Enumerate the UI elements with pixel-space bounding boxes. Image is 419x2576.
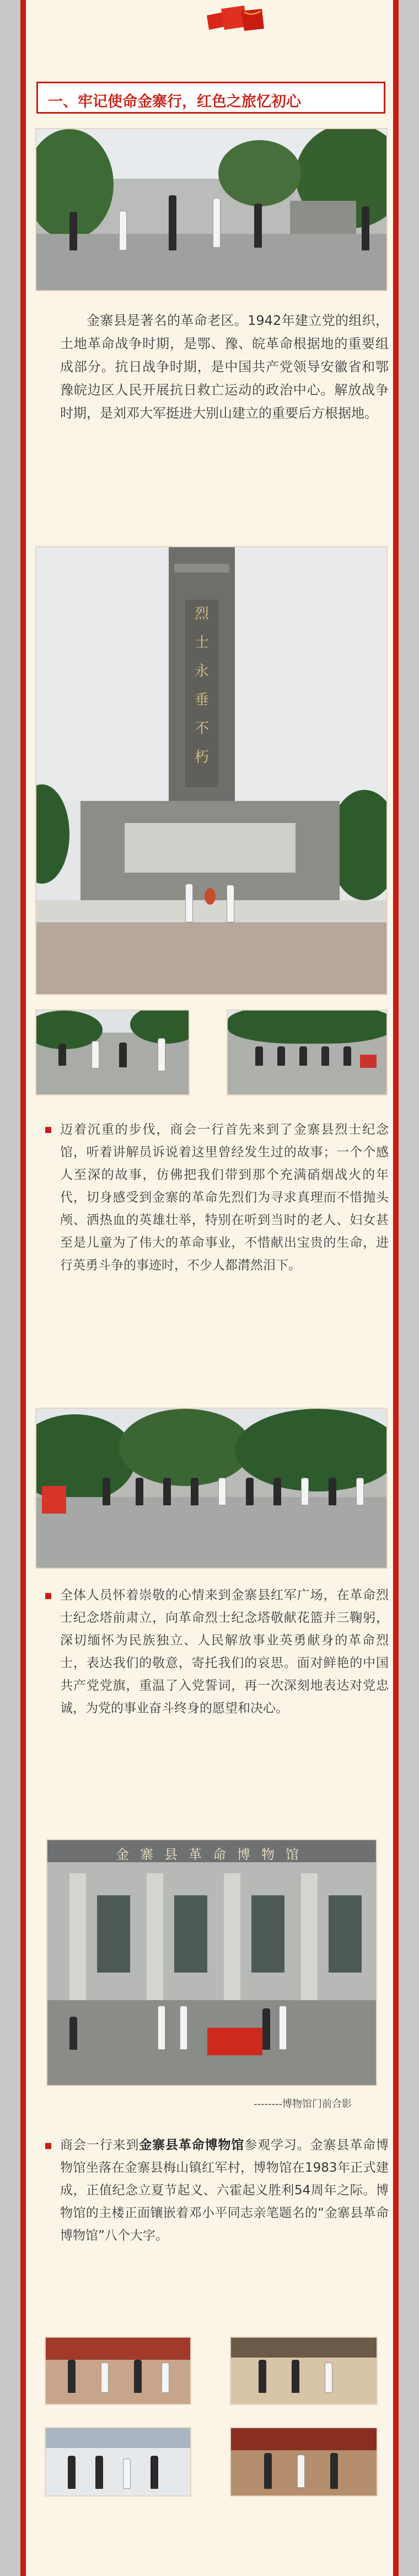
bullet-marker	[45, 1127, 51, 1133]
martyrs-monument-photo	[35, 546, 388, 995]
inscription-char: 垂	[194, 692, 209, 708]
paragraph-intro: 金寨县是著名的革命老区。1942年建立党的组织，土地革命战争时期，是鄂、豫、皖革命根据地的重要组成部分。抗日战争时期，是中国共产党领导安徽省和鄂豫皖边区人民开展抗日救亡运动的政治中心。解放战争时期，是刘邓大军挺进大别山建立的重要后方根据地。	[60, 313, 389, 421]
exhibit-photo-2	[230, 2337, 378, 2405]
exhibit-photo-1	[45, 2337, 191, 2405]
paragraph-museum-lead: 商会一行来到	[60, 2138, 139, 2152]
red-flag-icon	[197, 4, 274, 43]
inscription-char: 永	[194, 663, 209, 680]
paragraph-museum-body: 参观学习。金寨县革命博物馆坐落在金寨县梅山镇红军村，博物馆在1983年正式建成，正值纪念立夏节起义、六霍起义胜利54周年之际。博物馆的主楼正面镶嵌着邓小平同志亲笔题名的“金寨县革命博物馆”八个大字。	[60, 2138, 389, 2243]
museum-photo-caption: --------博物馆门前合影	[254, 2098, 352, 2110]
museum-sign: 金寨县革命博物馆	[116, 1847, 310, 1862]
section-title-box	[36, 82, 385, 114]
monument-inscription	[185, 600, 218, 787]
paragraph-museum	[60, 2134, 389, 2247]
inscription-char: 不	[194, 720, 209, 737]
memorial-plaza-photo	[35, 128, 388, 291]
bullet-marker	[45, 1593, 51, 1599]
inscription-char: 士	[194, 634, 209, 651]
paragraph-museum-highlight: 金寨县革命博物馆	[139, 2138, 245, 2152]
inscription-char: 朽	[194, 749, 209, 766]
museum-group-photo	[46, 1839, 377, 2086]
group-at-monument-photo-left	[35, 1009, 190, 1095]
bullet-marker	[45, 2143, 51, 2149]
paragraph-red-army-square: 全体人员怀着崇敬的心情来到金寨县红军广场，在革命烈士纪念塔前肃立，向革命烈士纪念塔敬献花篮并三鞠躬，深切缅怀为民族独立、人民解放事业英勇献身的革命烈士，表达我们的敬意，寄托我们的哀思。面对鲜艳的中国共产党党旗，重温了入党誓词，再一次深刻地表达对党忠诚，为党的事业奋斗终身的愿望和决心。	[60, 1588, 389, 1715]
article-card	[20, 0, 399, 2576]
red-army-square-photo	[35, 1408, 388, 1569]
paragraph-memorial-hall: 迈着沉重的步伐，商会一行首先来到了金寨县烈士纪念馆，听着讲解员诉说着这里曾经发生过的故事；一个个感人至深的故事，仿佛把我们带到那个充满硝烟战火的年代，切身感受到金寨的革命先烈们为寻求真理而不惜抛头颅、洒热血的英雄壮举，特别在听到当时的老人、妇女甚至是儿童为了伟大的革命事业，不惜献出宝贵的生命，进行英勇斗争的事迹时，不少人都潸然泪下。	[60, 1123, 389, 1273]
group-at-monument-photo-right	[227, 1009, 388, 1095]
exhibit-photo-3	[45, 2427, 191, 2497]
inscription-char: 烈	[194, 606, 209, 622]
exhibit-photo-4	[230, 2427, 378, 2497]
section-title: 一、牢记使命金寨行，红色之旅忆初心	[48, 93, 301, 110]
